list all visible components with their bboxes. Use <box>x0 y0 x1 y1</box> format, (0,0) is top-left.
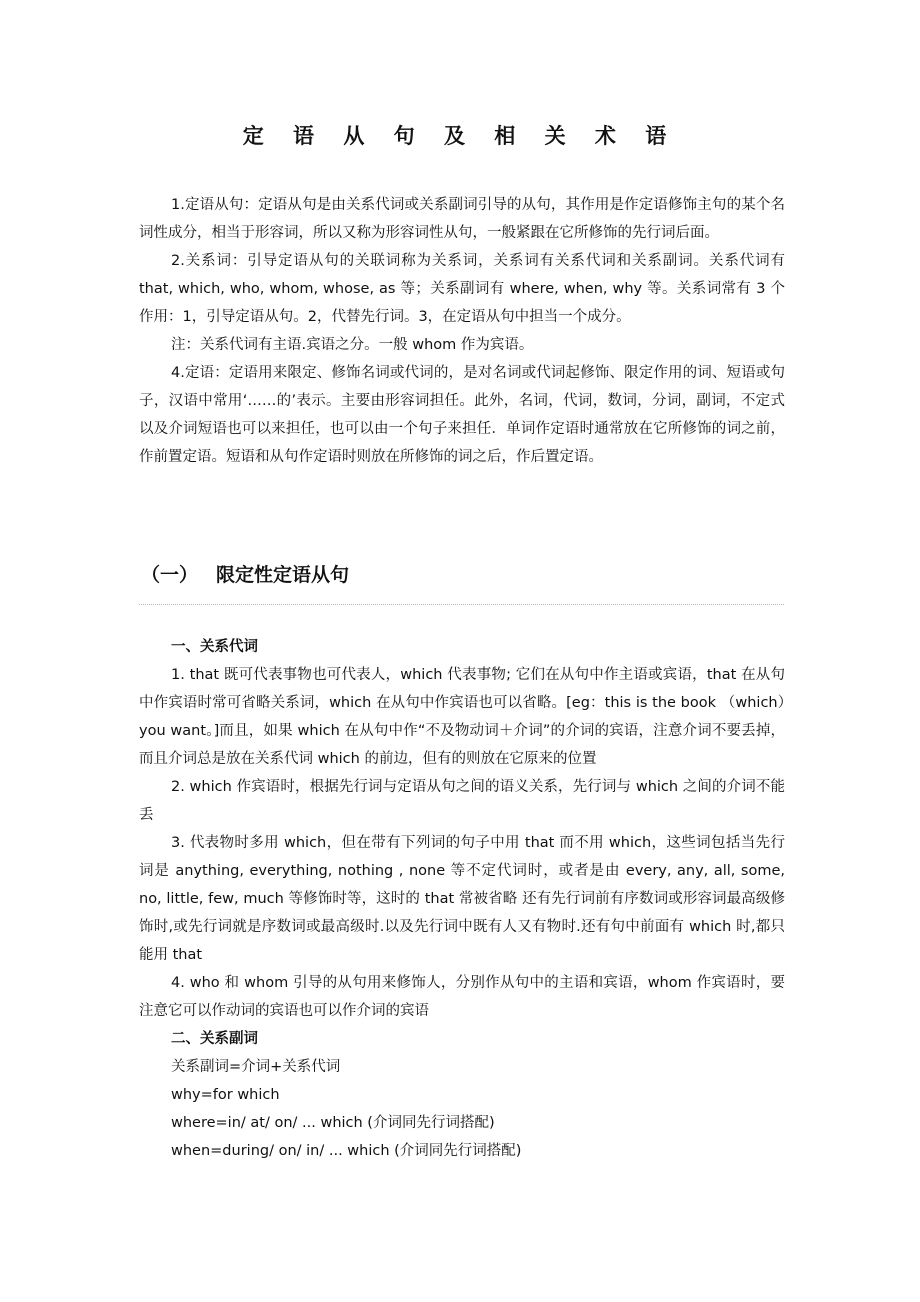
definition-relative-clause: 1.定语从句：定语从句是由关系代词或关系副词引导的从句，其作用是作定语修饰主句的某个名词性成分，相当于形容词，所以又称为形容词性从句，一般紧跟在它所修饰的先行词后面。 <box>139 197 785 241</box>
note-relative-pronoun: 注：关系代词有主语.宾语之分。一般 whom 作为宾语。 <box>171 337 534 353</box>
section-body <box>139 633 785 1165</box>
adverb-line-1: 关系副词=介词+关系代词 <box>171 1059 341 1075</box>
adverb-line-4: when=during/ on/ in/ ... which (介词同先行词搭配) <box>171 1143 522 1159</box>
subheading-relative-adverbs: 二、关系副词 <box>171 1031 258 1047</box>
subheading-relative-pronouns: 一、关系代词 <box>171 639 258 655</box>
section-heading <box>141 560 349 590</box>
adverb-line-2: why=for which <box>171 1087 280 1103</box>
adverb-line-3: where=in/ at/ on/ ... which (介词同先行词搭配) <box>171 1115 495 1131</box>
rule-item-1: 1. that 既可代表事物也可代表人，which 代表事物; 它们在从句中作主语或宾语，that 在从句中作宾语时常可省略关系词，which 在从句中作宾语也可以省略。[eg：this is the book （which）you want。]而且，如果 which 在从句中作“不及物动词＋介词”的介词的宾语，注意介词不要丢掉，而且介词总是放在关系代词 which 的前边，但有的则放在它原来的位置 <box>139 667 785 767</box>
section-number: （一） <box>141 564 199 586</box>
rule-item-3: 3. 代表物时多用 which，但在带有下列词的句子中用 that 而不用 which，这些词包括当先行词是 anything, everything, nothing , none 等不定代词时，或者是由 every, any, all, some, no, little, few, much 等修饰时等，这时的 that 常被省略 还有先行词前有序数词或形容词最高级修饰时,或先行词就是序数词或最高级时.以及先行词中既有人又有物时.还有句中前面有 which 时,都只能用 that <box>139 835 785 963</box>
rule-item-4: 4. who 和 whom 引导的从句用来修饰人，分别作从句中的主语和宾语，whom 作宾语时，要注意它可以作动词的宾语也可以作介词的宾语 <box>139 975 785 1019</box>
section-divider <box>139 604 784 605</box>
definition-relative-word: 2.关系词：引导定语从句的关联词称为关系词，关系词有关系代词和关系副词。关系代词有 that, which, who, whom, whose, as 等；关系副词有 where, when, why 等。关系词常有 3 个作用：1，引导定语从句。2，代替先行词。3，在定语从句中担当一个成分。 <box>139 253 785 325</box>
intro-definitions <box>139 191 785 471</box>
definition-attribute: 4.定语：定语用来限定、修饰名词或代词的，是对名词或代词起修饰、限定作用的词、短语或句子，汉语中常用‘……的’表示。主要由形容词担任。此外，名词，代词，数词，分词，副词，不定式以及介词短语也可以来担任，也可以由一个句子来担任．单词作定语时通常放在它所修饰的词之前，作前置定语。短语和从句作定语时则放在所修饰的词之后，作后置定语。 <box>139 365 785 465</box>
rule-item-2: 2. which 作宾语时，根据先行词与定语从句之间的语义关系，先行词与 which 之间的介词不能丢 <box>139 779 785 823</box>
section-title: 限定性定语从句 <box>216 564 350 586</box>
document-title: 定 语 从 句 及 相 关 术 语 <box>242 124 678 148</box>
